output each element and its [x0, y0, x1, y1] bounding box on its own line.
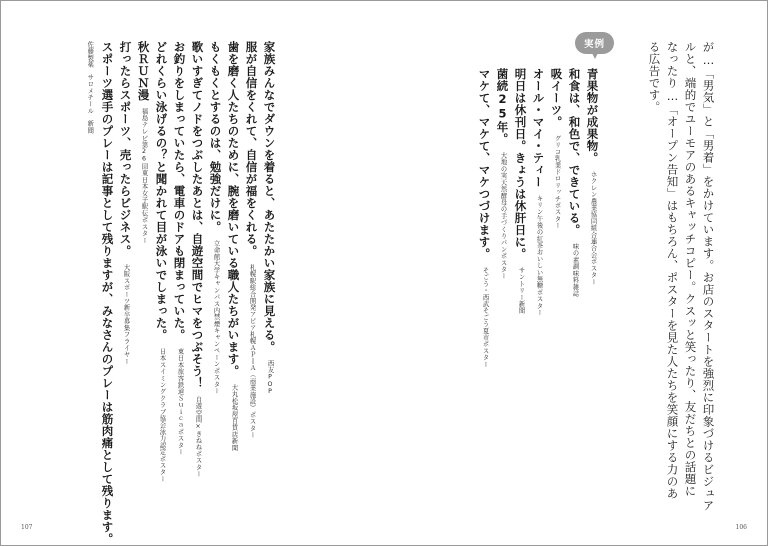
source-medium: ポスター [589, 258, 597, 285]
example-copy [496, 68, 508, 279]
intro-line: ルと、端的でユーモアのあるキャッチコピー。クスッと笑ったり、友だちとの話題に [683, 41, 698, 497]
example-copy [263, 41, 275, 396]
source-company: キリン [535, 195, 543, 216]
source-company: 味の素 [571, 243, 579, 264]
left-page [1, 1, 384, 545]
intro-line: なったり…「オープン告知」はもちろん、ポスターを見た人たちを笑顔にする力のあ [665, 41, 680, 500]
source-product: 泳力認定 [158, 428, 166, 456]
copy-text: オール・マイ・ティー [531, 68, 546, 188]
copy-text: お釣りをしまっていたら、電車のドアも閉まっていた。 [172, 41, 187, 341]
source-medium: 新聞 [517, 300, 525, 314]
source-company: 佐藤製薬 [86, 41, 94, 68]
example-copy [137, 41, 149, 243]
source-product: そごう夏市 [481, 307, 489, 341]
source-medium: ポスター [212, 367, 220, 395]
source-company: グリコ乳業 [553, 135, 561, 169]
source-medium: ポスター [248, 411, 256, 439]
intro-line: が…「男気」と「男着」をかけています。お店のスタートを強烈に印象づけるビジュア [701, 41, 716, 512]
page-number-left: 107 [21, 524, 33, 531]
source-company: 福島テレビ [140, 108, 148, 142]
example-copy [191, 41, 203, 477]
example-badge: 実例 [575, 32, 614, 54]
source-product: キャンパス内禁煙キャンペーン [212, 273, 220, 368]
copy-text: 和食は、和色で、できている。 [567, 68, 582, 236]
source-product: 午後の紅茶 [535, 215, 543, 249]
source-company: サントリー [517, 267, 525, 301]
copy-text: 明日は休刊日。きょうは休肝日に。 [513, 68, 528, 260]
source-company: 札幌駅総合開発アピア [248, 264, 256, 331]
source-product: 第26回東日本女子駅伝 [140, 141, 148, 217]
copy-text: マケて、マケて、マケつづけます。 [477, 68, 492, 260]
example-copy [514, 68, 526, 314]
example-copy [227, 41, 239, 451]
source-product: 天然酵母の手づくりパン [499, 178, 507, 253]
example-copy [173, 41, 185, 455]
source-medium: ポスター [499, 252, 507, 280]
copy-text: 服が自信をくれて、自信が福をくれる。 [244, 41, 259, 257]
source-product: ×きねね [194, 422, 202, 451]
copy-text: どれくらい泳げるの？と聞かれて目が泳いでしまった。 [154, 41, 169, 341]
source-product: 調味料 [571, 263, 579, 284]
source-medium: ポスター [158, 455, 166, 483]
example-copy [478, 68, 490, 368]
source-company: 立命館大学 [212, 240, 220, 274]
source-company: そごう・西武 [481, 267, 489, 308]
copy-text: 吸イーツ。 [549, 68, 564, 128]
source-product: サロメチール [86, 73, 94, 115]
source-company: ホクレン農業協同組合連合会 [589, 171, 597, 259]
example-source [86, 41, 92, 133]
source-product: 新卒募集 [122, 304, 130, 332]
source-company: 日本スイミングクラブ協会 [158, 348, 166, 429]
source-medium: ポスター [481, 340, 489, 368]
source-medium: ポスター [176, 428, 184, 456]
example-copy [550, 68, 562, 229]
source-company: 東日本旅客鉄道 [176, 348, 184, 395]
source-medium: 雑誌 [571, 283, 579, 297]
source-medium: ポスター [553, 202, 561, 229]
source-company: 大地の実 [499, 152, 507, 179]
source-product: ドロリッチ [553, 168, 561, 202]
example-copy [532, 68, 544, 316]
source-medium: ポスター [140, 216, 148, 244]
copy-text: 歯を磨く人たちのために、腕を磨いている職人たちがいます。 [226, 41, 241, 377]
example-copy [245, 41, 257, 438]
copy-text: 歌いすぎてノドをつぶしたあとは、自遊空間でヒマをつぶそう！ [190, 41, 205, 389]
example-copy [155, 41, 167, 482]
copy-text: 打ったらスポーツ、売ったらビジネス。 [118, 41, 133, 257]
source-company: 自遊空間 [194, 396, 202, 423]
source-medium: 新聞 [86, 120, 94, 134]
example-copy [568, 68, 580, 297]
source-medium: ポスター [194, 450, 202, 478]
intro-line: る広告です。 [647, 41, 662, 113]
source-company: 西友 [266, 360, 274, 374]
copy-text: 菌続25年。 [495, 68, 510, 145]
example-copy [209, 41, 221, 394]
copy-text: 家族みんなでダウンを着ると、あたたかい家族に見える。 [262, 41, 277, 353]
example-copy [101, 41, 113, 545]
copy-text: 青果物が成果物。 [585, 68, 600, 164]
source-company: 大丸松坂屋百貨店 [230, 384, 238, 438]
page-number-right: 106 [735, 524, 747, 531]
source-product: Ｓｕｉｃａ [176, 394, 184, 429]
source-company: 大阪スポーツ [122, 264, 130, 305]
copy-text: スポーツ選手のプレーは記事として残りますが、みなさんのプレーは筋肉痛として残ります。 [100, 41, 115, 545]
copy-text: もくもくとするのは、勉強だけに。 [208, 41, 223, 233]
source-medium: フライヤー [122, 331, 130, 365]
right-page [384, 1, 767, 545]
source-product: 札幌ＡＰＩＡ（商業施設） [248, 331, 256, 412]
source-variant: おいしい無糖 [535, 248, 543, 289]
example-copy [119, 41, 131, 365]
source-medium: ポスター [535, 288, 543, 316]
example-copy [586, 68, 598, 285]
source-medium: 新聞 [230, 437, 238, 452]
source-medium: POP [266, 373, 274, 396]
copy-text: 秋ＲＵＮ漫 [136, 41, 151, 101]
